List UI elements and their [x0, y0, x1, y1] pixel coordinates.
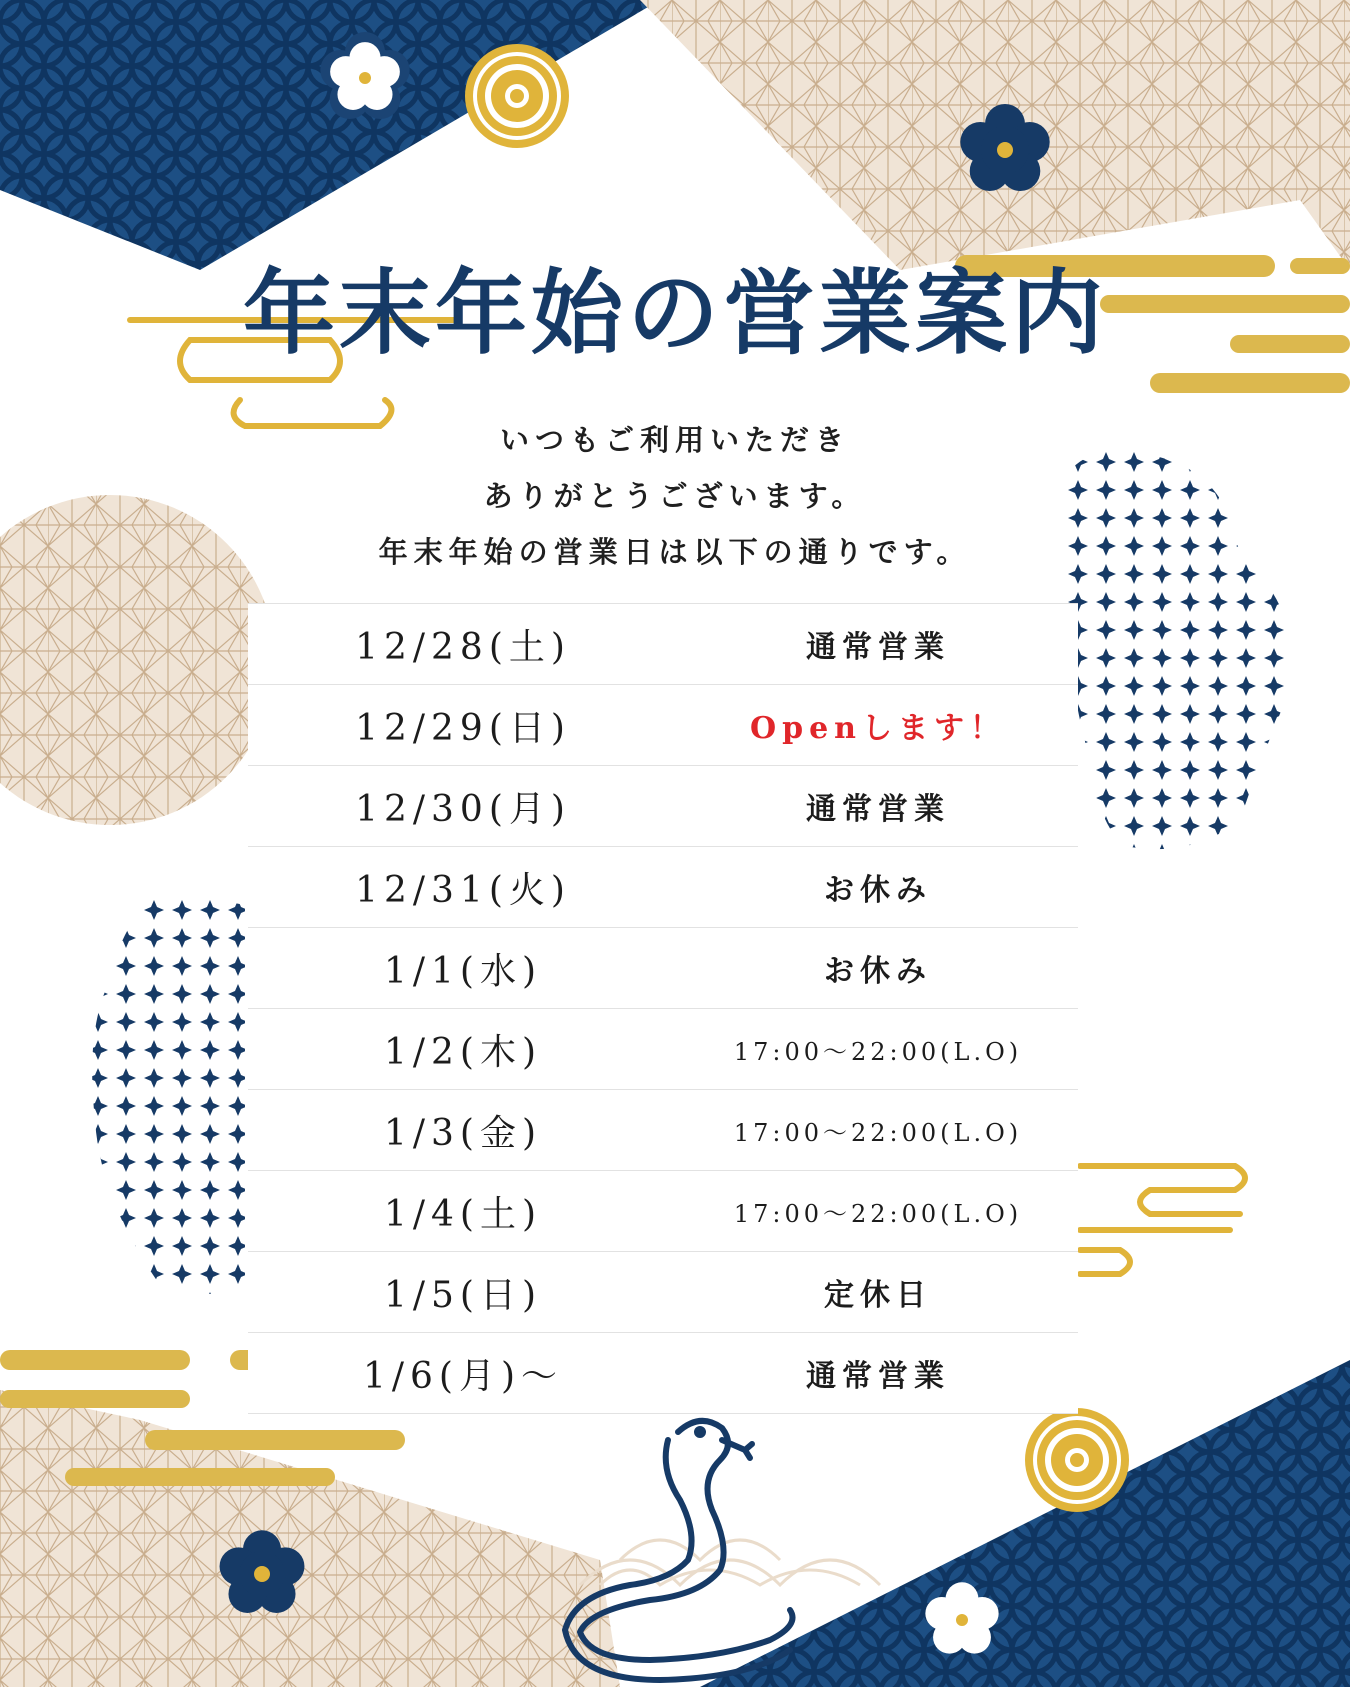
schedule-date: 12/29(日)	[355, 707, 571, 749]
schedule-row	[248, 765, 1078, 846]
schedule-date: 12/28(土)	[355, 626, 571, 668]
chrysanthemum-icon-top	[465, 44, 569, 148]
schedule-status-open: Openします！	[749, 711, 1006, 746]
schedule-status: お休み	[824, 873, 932, 908]
schedule-row	[248, 1089, 1078, 1170]
greeting-line: ありがとうございます。	[483, 479, 867, 513]
schedule-row	[248, 603, 1078, 684]
schedule-status-hours: 17:00～22:00(L.O)	[733, 1037, 1023, 1066]
greeting-line: 年末年始の営業日は以下の通りです。	[378, 535, 972, 569]
schedule-date: 12/31(火)	[355, 869, 571, 911]
chrysanthemum-icon-bottom	[1025, 1408, 1129, 1512]
schedule-status: 通常営業	[806, 1359, 950, 1394]
schedule-date: 1/4(土)	[383, 1193, 543, 1235]
wave-pattern	[580, 1540, 880, 1585]
schedule-row	[248, 1332, 1078, 1414]
schedule-row	[248, 684, 1078, 765]
greeting-message	[0, 412, 1350, 580]
schedule-status: お休み	[824, 954, 932, 989]
schedule-date: 12/30(月)	[355, 788, 571, 830]
page-title: 年末年始の営業案内	[242, 260, 1107, 367]
schedule-row	[248, 1170, 1078, 1251]
schedule-date: 1/5(日)	[383, 1274, 543, 1316]
schedule-status: 通常営業	[806, 630, 950, 665]
schedule-status: 定休日	[824, 1278, 932, 1313]
cloud-icon-right	[1080, 1166, 1245, 1274]
schedule-date: 1/6(月)～	[362, 1355, 564, 1397]
schedule-date: 1/3(金)	[383, 1112, 543, 1154]
schedule-status: 通常営業	[806, 792, 950, 827]
schedule-row	[248, 846, 1078, 927]
schedule-date: 1/1(水)	[383, 950, 543, 992]
schedule-status-hours: 17:00～22:00(L.O)	[733, 1118, 1023, 1147]
schedule-row	[248, 1008, 1078, 1089]
greeting-line: いつもご利用いただき	[499, 423, 850, 457]
schedule-date: 1/2(木)	[383, 1031, 543, 1073]
schedule-row	[248, 1251, 1078, 1332]
shippo-pattern-top-left	[0, 0, 660, 270]
business-hours-table	[248, 603, 1078, 1414]
schedule-status-hours: 17:00～22:00(L.O)	[733, 1199, 1023, 1228]
schedule-row	[248, 927, 1078, 1008]
diamond-dot-pattern-left	[92, 898, 245, 1294]
